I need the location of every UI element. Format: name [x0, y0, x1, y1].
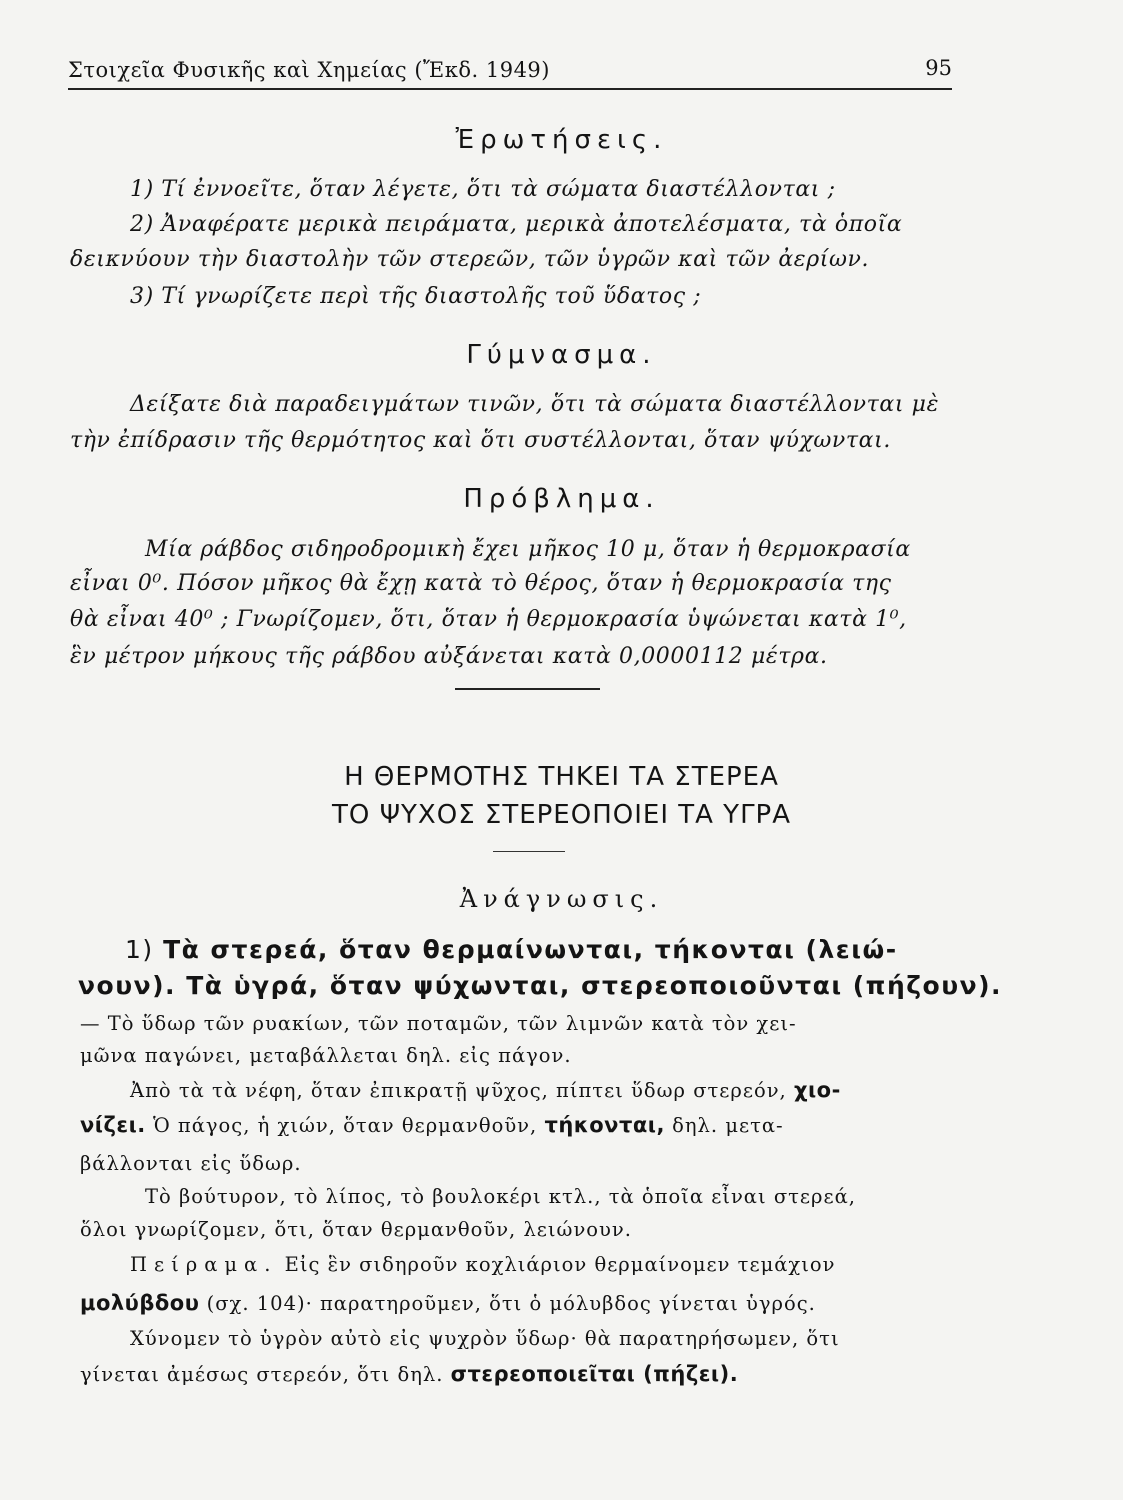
para-2-line-2: [80, 1111, 784, 1140]
section-divider: [455, 688, 600, 690]
section-title-line-1: Η ΘΕΡΜΟΤΗΣ ΤΗΚΕΙ ΤΑ ΣΤΕΡΕΑ: [344, 762, 779, 792]
experiment-label: Πείραμα.: [130, 1253, 278, 1276]
para-5-line-2: [80, 1360, 738, 1389]
term-snows-b: νίζει.: [80, 1113, 146, 1137]
para-5-line-1: Χύνομεν τὸ ὑγρὸν αὐτὸ εἰς ψυχρὸν ὕδωρ· θὰ παρατηρήσωμεν, ὅτι: [130, 1327, 840, 1350]
para-3-line-1: Τὸ βούτυρον, τὸ λίπος, τὸ βουλοκέρι κτλ., τὰ ὁποῖα εἶναι στερεά,: [145, 1185, 856, 1208]
para-2-text-3: δηλ. μετα-: [664, 1114, 784, 1137]
para-3-line-2: ὅλοι γνωρίζομεν, ὅτι, ὅταν θερμανθοῦν, λειώνουν.: [80, 1218, 632, 1241]
principle-text-1: Τὰ στερεά, ὅταν θερμαίνωνται, τήκονται (λειώ-: [163, 935, 898, 964]
problem-heading: Πρόβλημα.: [463, 484, 660, 514]
problem-line-4: ἓν μέτρον μήκους τῆς ράβδου αὐξάνεται κατὰ 0,0000112 μέτρα.: [70, 644, 828, 669]
questions-heading: Ἐρωτήσεις.: [455, 125, 668, 155]
para-2-text-1: Ἀπὸ τὰ τὰ νέφη, ὅταν ἐπικρατῇ ψῦχος, πίπτει ὕδωρ στερεόν,: [130, 1079, 794, 1102]
exercise-line-1: Δείξατε διὰ παραδειγμάτων τινῶν, ὅτι τὰ σώματα διαστέλλονται μὲ: [130, 392, 939, 417]
running-title: Στοιχεῖα Φυσικῆς καὶ Χημείας (Ἔκδ. 1949): [68, 58, 550, 82]
para-4-text-2: (σχ. 104)· παρατηροῦμεν, ὅτι ὁ μόλυβδος γίνεται ὑγρός.: [199, 1292, 816, 1315]
problem-line-1: Μία ράβδος σιδηροδρομικὴ ἔχει μῆκος 10 μ, ὅταν ἡ θερμοκρασία: [145, 537, 911, 562]
term-melt: τήκονται,: [544, 1113, 665, 1137]
para-1-line-1: — Τὸ ὕδωρ τῶν ρυακίων, τῶν ποταμῶν, τῶν λιμνῶν κατὰ τὸν χει-: [80, 1012, 797, 1035]
problem-line-3: θὰ εἶναι 40⁰ ; Γνωρίζομεν, ὅτι, ὅταν ἡ θερμοκρασία ὑψώνεται κατὰ 1⁰,: [70, 607, 907, 632]
term-lead: μολύβδου: [80, 1291, 200, 1315]
para-2-text-2: Ὁ πάγος, ἡ χιών, ὅταν θερμανθοῦν,: [145, 1114, 545, 1137]
para-5-text: γίνεται ἀμέσως στερεόν, ὅτι δηλ.: [80, 1363, 451, 1386]
section-title-line-2: ΤΟ ΨΥΧΟΣ ΣΤΕΡΕΟΠΟΙΕΙ ΤΑ ΥΓΡΑ: [331, 800, 792, 830]
para-4-text-1: Εἰς ἓν σιδηροῦν κοχλιάριον θερμαίνομεν τεμάχιον: [277, 1253, 836, 1276]
para-2-line-1: [130, 1076, 841, 1105]
para-1-line-2: μῶνα παγώνει, μεταβάλλεται δηλ. εἰς πάγον.: [80, 1044, 572, 1067]
reading-heading: Ἀνάγνωσις.: [459, 885, 664, 913]
question-1: 1) Τί ἐννοεῖτε, ὅταν λέγετε, ὅτι τὰ σώματα διαστέλλονται ;: [130, 177, 836, 202]
principle-line-2: [78, 968, 1002, 1004]
principle-number: 1): [125, 935, 164, 964]
term-solidifies: στερεοποιεῖται (πήζει).: [450, 1362, 739, 1386]
exercise-heading: Γύμνασμα.: [466, 340, 657, 370]
question-3: 3) Τί γνωρίζετε περὶ τῆς διαστολῆς τοῦ ὕδατος ;: [130, 284, 702, 309]
title-divider: [493, 851, 565, 852]
running-header: [68, 52, 952, 90]
exercise-line-2: τὴν ἐπίδρασιν τῆς θερμότητος καὶ ὅτι συστέλλονται, ὅταν ψύχωνται.: [70, 428, 891, 453]
question-2-line-2: δεικνύουν τὴν διαστολὴν τῶν στερεῶν, τῶν ὑγρῶν καὶ τῶν ἀερίων.: [70, 247, 870, 272]
para-4-line-2: [80, 1289, 816, 1318]
page-number: 95: [925, 56, 952, 80]
term-snows-a: χιο-: [793, 1078, 841, 1102]
question-2-line-1: 2) Ἀναφέρατε μερικὰ πειράματα, μερικὰ ἀποτελέσματα, τὰ ὁποῖα: [130, 212, 903, 237]
principle-line-1: [125, 932, 898, 968]
problem-line-2: εἶναι 0⁰. Πόσον μῆκος θὰ ἔχῃ κατὰ τὸ θέρος, ὅταν ἡ θερμοκρασία της: [70, 571, 892, 596]
para-4-line-1: [130, 1251, 835, 1279]
para-2-line-3: βάλλονται εἰς ὕδωρ.: [80, 1152, 302, 1175]
principle-text-2: νουν). Τὰ ὑγρά, ὅταν ψύχωνται, στερεοποιοῦνται (πήζουν).: [78, 971, 1003, 1000]
